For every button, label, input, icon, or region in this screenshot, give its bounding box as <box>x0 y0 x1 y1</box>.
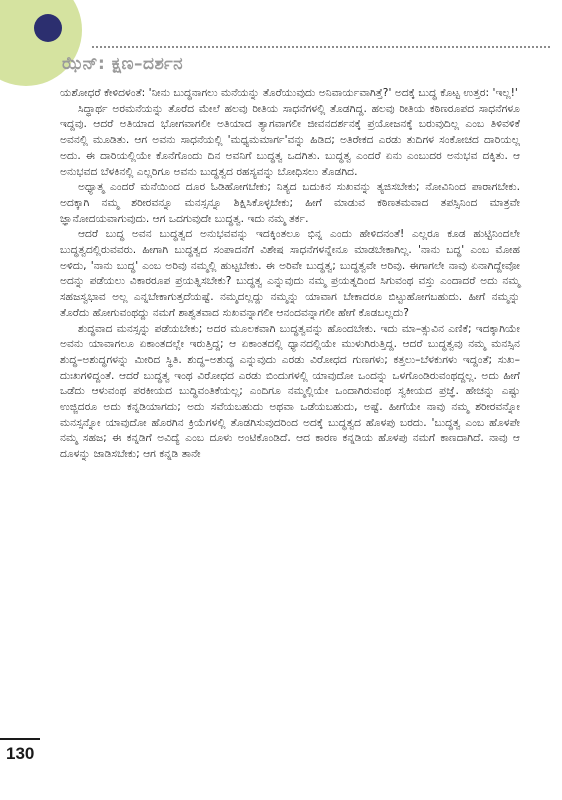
paragraph: ಸಿದ್ಧಾರ್ಥ ಅರಮನೆಯನ್ನು ತೊರೆದ ಮೇಲೆ ಹಲವು ರೀತಿಯ ಸಾಧನೆಗಳಲ್ಲಿ ತೊಡಗಿದ್ದ. ಹಲವು ರೀತಿಯ ಕಠಿಣರೂಪದ ಸಾಧನೆಗಳೂ ಇದ್ದವು. ಆದರೆ ಅತಿಯಾದ ಭೋಗವಾಗಲೀ ಅತಿಯಾದ ತ್ಯಾಗವಾಗಲೀ ಜೀವನದರ್ಶನಕ್ಕೆ ಪ್ರಯೋಜನಕ್ಕೆ ಬರುವುದಿಲ್ಲ ಎಂಬ ತಿಳಿವಳಿಕೆ ಅವನಲ್ಲಿ ಮೂಡಿತು. ಆಗ ಅವನು ಸಾಧನೆಯಲ್ಲಿ 'ಮಧ್ಯಮಮಾರ್ಗ'ವನ್ನು ಹಿಡಿದ; ಅತಿರೇಕದ ಎರಡು ತುದಿಗಳ ಸಂಕೋಚದ ದಾರಿಯಲ್ಲ ಅದು. ಈ ದಾರಿಯಲ್ಲಿಯೇ ಕೊನೆಗೊಂದು ದಿನ ಅವನಿಗೆ ಬುದ್ಧತ್ವ ಒದಗಿತು. ಬುದ್ಧತ್ವ ಎಂದರೆ ಏನು ಎಂಬುದರ ಅನುಭವ ದಕ್ಕಿತು. ಆ ಅನುಭವದ ಬೆಳಕಿನಲ್ಲಿ ಎಲ್ಲರಿಗೂ ಅವನು ಬುದ್ಧತ್ವದ ರಹಸ್ಯವನ್ನು ಬೋಧಿಸಲು ತೊಡಗಿದ. <box>60 101 520 178</box>
body-text <box>60 85 520 462</box>
page-number-rule <box>0 738 40 740</box>
header-dotted-rule <box>92 46 550 48</box>
paragraph: ಅಧ್ಯಾತ್ಮ ಎಂದರೆ ಮನೆಯಿಂದ ದೂರ ಓಡಿಹೋಗಬೇಕು; ನಿತ್ಯದ ಬದುಕಿನ ಸುಖವನ್ನು ತ್ಯಜಿಸಬೇಕು; ನೋವಿನಿಂದ ಪಾರಾಗಬೇಕು. ಅದಕ್ಕಾಗಿ ನಮ್ಮ ಶರೀರವನ್ನೂ ಮನಸ್ಸನ್ನೂ ಶಿಕ್ಷಿಸಿಕೊಳ್ಳಬೇಕು; ಹೀಗೆ ಮಾಡುವ ಕಠಿಣತಮವಾದ ತಪಸ್ಸಿನಿಂದ ಮಾತ್ರವೇ ಜ್ಞಾನೋದಯವಾಗುವುದು. ಆಗ ಒದಗುವುದೇ ಬುದ್ಧತ್ವ. ಇದು ನಮ್ಮ ತರ್ಕ. <box>60 180 520 225</box>
paragraph: ಶುದ್ಧವಾದ ಮನಸ್ಸನ್ನು ಪಡೆಯಬೇಕು; ಅದರ ಮೂಲಕವಾಗಿ ಬುದ್ಧತ್ವವನ್ನು ಹೊಂದಬೇಕು. ಇದು ಮಾ–ತ್ಸುವಿನ ಎಣಿಕೆ; ಇದಕ್ಕಾಗಿಯೇ ಅವನು ಯಾವಾಗಲೂ ಏಕಾಂತದಲ್ಲೇ ಇರುತ್ತಿದ್ದ; ಆ ಏಕಾಂತದಲ್ಲಿ ಧ್ಯಾನದಲ್ಲಿಯೇ ಮುಳುಗಿರುತ್ತಿದ್ದ. ಆದರೆ ಬುದ್ಧತ್ವವು ನಮ್ಮ ಮನಸ್ಸಿನ ಶುದ್ಧ–ಅಶುದ್ಧಗಳನ್ನು ಮೀರಿದ ಸ್ಥಿತಿ. ಶುದ್ಧ–ಅಶುದ್ಧ ಎನ್ನುವುದು ಎರಡು ವಿರೋಧದ ಗುಣಗಳು; ಕತ್ತಲು–ಬೆಳಕುಗಳು ಇದ್ದಂತೆ; ಸುಖ–ದುಃಖಗಳಿದ್ದಂತೆ. ಆದರೆ ಬುದ್ಧತ್ವ ಇಂಥ ವಿರೋಧದ ಎರಡು ಬಿಂದುಗಳಲ್ಲಿ ಯಾವುದೋ ಒಂದನ್ನು ಒಳಗೊಂಡಿರುವಂಥದ್ದಲ್ಲ. ಅದು ಹೀಗೆ ಒಡೆದು ಆಳುವಂಥ ಪರಕೀಯದ ಬುದ್ಧಿವಂತಿಕೆಯಲ್ಲ; ಎಂದಿಗೂ ನಮ್ಮಲ್ಲಿಯೇ ಒಂದಾಗಿರುವಂಥ ಸ್ವಕೀಯದ ಪ್ರಜ್ಞೆ. ಹೇಚನ್ನು ಎಷ್ಟು ಉಜ್ಜಿದರೂ ಅದು ಕನ್ನಡಿಯಾಗದು; ಅದು ಸವೆಯಬಹುದು ಅಥವಾ ಒಡೆಯಬಹುದು, ಅಷ್ಟೆ. ಹೀಗೆಯೇ ನಾವು ನಮ್ಮ ಶರೀರವನ್ನೋ ಮನಸ್ಸನ್ನೋ ಯಾವುದೋ ಹೊರಗಿನ ಕ್ರಿಯೆಗಳಲ್ಲಿ ತೊಡಗಿಸುವುದರಿಂದ ಅದಕ್ಕೆ ಬುದ್ಧತ್ವದ ಹೊಳಪು ಬರದು. 'ಬುದ್ಧತ್ವ ಎಂಬ ಹೊಳಪೇ ನಮ್ಮ ಸಹಜ; ಈ ಕನ್ನಡಿಗೆ ಅವಿದ್ಯೆ ಎಂಬ ದೂಳು ಅಂಟಿಕೊಂಡಿದೆ. ಆದ ಕಾರಣ ಕನ್ನಡಿಯ ಹೊಳಪು ನಮಗೆ ಕಾಣದಾಗಿದೆ. ನಾವು ಆ ದೂಳನ್ನು ಜಾಡಿಸಬೇಕು; ಆಗ ಕನ್ನಡಿ ತಾನೇ <box>60 321 520 461</box>
page-number: 130 <box>6 744 35 763</box>
corner-decoration-navy <box>34 14 62 42</box>
paragraph: ಯಶೋಧರೆ ಕೇಳಿದಳಂತೆ: 'ನೀನು ಬುದ್ಧನಾಗಲು ಮನೆಯನ್ನು ತೊರೆಯುವುದು ಅನಿವಾರ್ಯವಾಗಿತ್ತೆ?' ಅದಕ್ಕೆ ಬುದ್ಧ ಕೊಟ್ಟ ಉತ್ತರ: 'ಇಲ್ಲ!' <box>60 86 518 99</box>
running-header-title: ಝೆನ್‌: ಕ್ಷಣ–ದರ್ಶನ <box>62 54 184 74</box>
paragraph: ಆದರೆ ಬುದ್ಧ ಅವನ ಬುದ್ಧತ್ವದ ಅನುಭವವನ್ನು ಇದಕ್ಕಿಂತಲೂ ಭಿನ್ನ ಎಂದು ಹೇಳಿದನಂತೆ! ಎಲ್ಲರೂ ಕೂಡ ಹುಟ್ಟಿನಿಂದಲೇ ಬುದ್ಧತ್ವದಲ್ಲಿರುವವರು. ಹೀಗಾಗಿ ಬುದ್ಧತ್ವದ ಸಂಪಾದನೆಗೆ ವಿಶೇಷ ಸಾಧನೆಗಳನ್ನೇನೂ ಮಾಡಬೇಕಾಗಿಲ್ಲ. 'ನಾನು ಬದ್ಧ' ಎಂಬ ಮೋಹ ಅಳಿದು, 'ನಾನು ಬುದ್ಧ' ಎಂಬ ಅರಿವು ನಮ್ಮಲ್ಲಿ ಹುಟ್ಟಬೇಕು. ಈ ಅರಿವೇ ಬುದ್ಧತ್ವ; ಬುದ್ಧತ್ವವೇ ಅರಿವು. ಈಗಾಗಲೇ ನಾವು ಏನಾಗಿದ್ದೇವೋ ಅದನ್ನು ಪಡೆಯಲು ವಿಕಾರರೂಪ ಪ್ರಯತ್ನಿಸಬೇಕು? ಬುದ್ಧತ್ವ ಎನ್ನುವುದು ನಮ್ಮ ಪ್ರಯತ್ನದಿಂದ ಸಿಗುವಂಥ ವಸ್ತು ಎಂದಾದರೆ ಅದು ನಮ್ಮ ಸಹಜಸ್ವಭಾವ ಅಲ್ಲ ಎನ್ನಬೇಕಾಗುತ್ತದೆಯಷ್ಟೆ. ನಮ್ಮದಲ್ಲದ್ದು ನಮ್ಮನ್ನು ಯಾವಾಗ ಬೇಕಾದರೂ ಬಿಟ್ಟುಹೋಗಬಹುದು. ಹೀಗೆ ನಮ್ಮನ್ನು ತೊರೆದು ಹೋಗುವಂಥದ್ದು ನಮಗೆ ಶಾಶ್ವತವಾದ ಸುಖವನ್ನಾಗಲೀ ಆನಂದವನ್ನಾಗಲೀ ಹೇಗೆ ಕೊಡಬಲ್ಲದು? <box>60 227 520 319</box>
